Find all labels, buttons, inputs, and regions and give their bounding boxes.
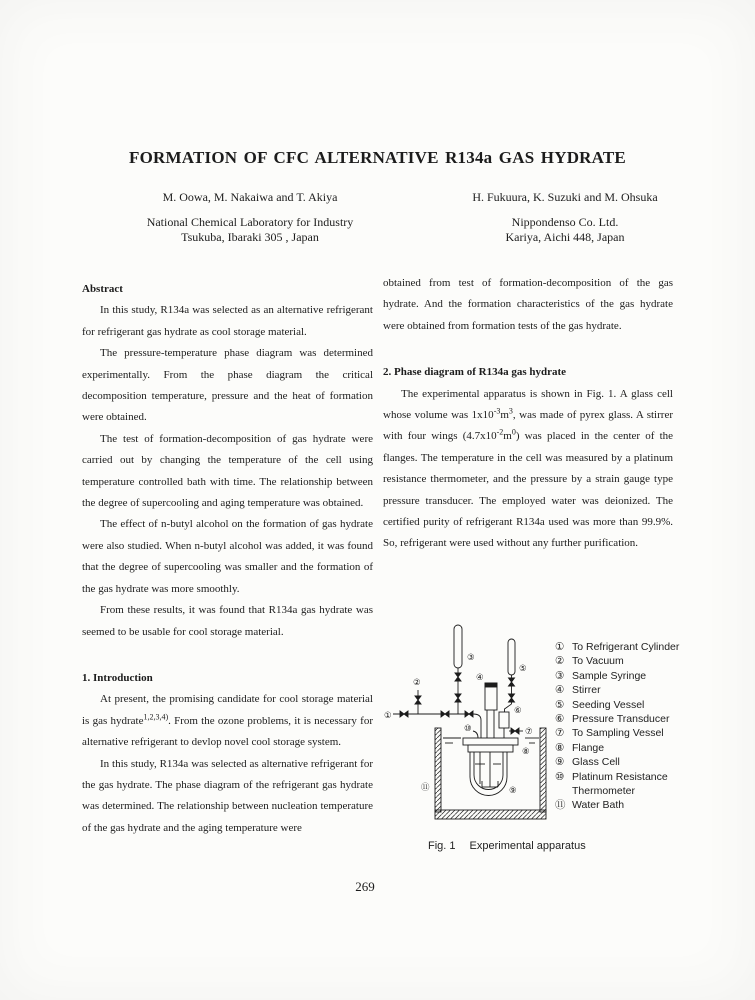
- legend-label: Sample Syringe: [572, 669, 647, 682]
- legend-label: Water Bath: [572, 799, 625, 812]
- section2-paragraph: The experimental apparatus is shown in Fig. 1. A glass cell whose volume was $1x10^{-3}m^3$, was made of pyrex glass. A stirrer with four wings $(4.7x10^{-2}m^0)$ was placed in the center of the flanges. The temperature in the cell was measured by a platinum resistance thermometer, and the pressure by a strain gauge type pressure transducer. The employed water was deionized. The certified purity of refrigerant R134a used was more than 99.9%. So, refrigerant were used without any further purification.: [383, 387, 674, 550]
- abstract-paragraph: The test of formation-decomposition of gas hydrate were carried out by changing the temperature of the cell using temperature controlled bath with time. The relationship between the degree of supercooling and aging temperature was obtained.: [82, 432, 373, 510]
- legend-label: Seeding Vessel: [572, 698, 645, 711]
- legend-number: ④: [555, 684, 565, 697]
- seeding-vessel: [505, 639, 516, 712]
- legend-label: Platinum Resistance Thermometer: [572, 770, 668, 798]
- figure-caption-text: Experimental apparatus: [469, 840, 586, 852]
- legend-item: [555, 741, 693, 755]
- legend-number: ②: [555, 655, 565, 668]
- legend-number: ①: [555, 641, 565, 653]
- legend-label: To Sampling Vessel: [572, 727, 664, 740]
- diagram-label-11: ⑪: [421, 783, 430, 793]
- legend-number: ⑪: [555, 799, 566, 812]
- flange: [463, 738, 518, 752]
- legend-item: [555, 770, 693, 799]
- legend-label: Flange: [572, 741, 605, 754]
- figure-1: [383, 612, 695, 870]
- diagram-label-5: ⑤: [519, 664, 527, 674]
- sample-syringe: [454, 625, 462, 714]
- affiliation-line: Kariya, Aichi 448, Japan: [505, 230, 625, 244]
- legend-label: To Refrigerant Cylinder: [572, 641, 680, 653]
- diagram-label-4: ④: [476, 673, 484, 683]
- stirrer-shaft: [482, 752, 498, 787]
- author-names: M. Oowa, M. Nakaiwa and T. Akiya: [162, 190, 338, 204]
- legend-label: Pressure Transducer: [572, 713, 670, 726]
- legend-item: [555, 712, 693, 726]
- legend-number: ⑤: [555, 698, 565, 711]
- author-block-right: [420, 190, 710, 245]
- diagram-label-1: ①: [384, 711, 392, 721]
- diagram-label-3: ③: [467, 653, 475, 663]
- abstract-paragraph: From these results, it was found that R134a gas hydrate was seemed to be usable for cool storage material.: [82, 604, 373, 638]
- page-number: 269: [355, 879, 375, 894]
- diagram-label-6: ⑥: [514, 706, 522, 716]
- legend-number: ⑦: [555, 727, 565, 740]
- sampling-line: [509, 728, 523, 734]
- diagram-label-7: ⑦: [525, 727, 533, 737]
- abstract-heading: Abstract: [82, 283, 123, 295]
- legend-item: [555, 669, 693, 683]
- legend-item: [555, 640, 693, 654]
- introduction-paragraph: At present, the promising candidate for cool storage material is gas hydrate$^{1,2,3,4)}$. From the ozone problems, it is necessary for alternative refrigerant to devlop novel cool storage system.: [82, 693, 373, 749]
- legend-label: Stirrer: [572, 684, 601, 697]
- legend-number: ⑩: [555, 770, 565, 783]
- legend-item: [555, 654, 693, 668]
- continuation-paragraph: obtained from test of formation-decomposition of the gas hydrate. And the formation characteristics of the gas hydrate were obtained from formation tests of the gas hydrate.: [383, 277, 673, 332]
- stirrer-motor: [485, 683, 497, 738]
- affiliation-line: Nippondenso Co. Ltd.: [511, 215, 619, 229]
- author-block-left: [90, 190, 410, 245]
- diagram-label-8: ⑧: [522, 747, 530, 757]
- legend-item: [555, 798, 693, 812]
- legend-number: ③: [555, 669, 565, 682]
- legend-number: ⑥: [555, 713, 565, 726]
- abstract-paragraph: The pressure-temperature phase diagram was determined experimentally. From the phase diagram the critical decomposition temperature, pressure and the heat of formation were obtained.: [82, 347, 373, 424]
- diagram-label-10: ⑩: [464, 724, 472, 734]
- diagram-label-9: ⑨: [509, 786, 517, 796]
- figure-caption: [428, 840, 586, 852]
- figure-legend: [555, 640, 693, 813]
- abstract-paragraph: In this study, R134a was selected as an alternative refrigerant for refrigerant gas hydrate as cool storage material.: [82, 304, 373, 338]
- introduction-heading: 1. Introduction: [82, 671, 153, 684]
- affiliation-line: National Chemical Laboratory for Industry: [146, 215, 354, 229]
- legend-label: To Vacuum: [572, 655, 624, 668]
- experimental-apparatus-diagram: [383, 612, 553, 830]
- section2-heading: 2. Phase diagram of R134a gas hydrate: [383, 366, 567, 379]
- legend-item: [555, 755, 693, 769]
- figure-caption-label: Fig. 1: [428, 840, 456, 852]
- legend-label: Glass Cell: [572, 756, 620, 769]
- right-column: [383, 273, 673, 555]
- legend-number: ⑧: [555, 741, 565, 754]
- pressure-transducer: [499, 712, 509, 738]
- legend-number: ⑨: [555, 756, 565, 769]
- glass-cell: [470, 752, 507, 796]
- legend-item: [555, 683, 693, 697]
- left-column: [82, 279, 373, 839]
- legend-item: [555, 726, 693, 740]
- author-names: H. Fukuura, K. Suzuki and M. Ohsuka: [472, 190, 658, 204]
- introduction-paragraph: In this study, R134a was selected as alternative refrigerant for the gas hydrate. The phase diagram of the refrigerant gas hydrate was determined. The relationship between nucleation temperature of the gas hydrate and the aging temperature were: [82, 757, 373, 834]
- paper-title: FORMATION OF CFC ALTERNATIVE R134a GAS HYDRATE: [129, 148, 626, 167]
- legend-item: [555, 698, 693, 712]
- diagram-label-2: ②: [413, 678, 421, 688]
- affiliation-line: Tsukuba, Ibaraki 305 , Japan: [181, 230, 319, 244]
- vacuum-branch: [415, 690, 421, 714]
- abstract-paragraph: The effect of n-butyl alcohol on the formation of gas hydrate were also studied. When n-butyl alcohol was added, it was found that the degree of supercooling was smaller and the formation of the gas hydrate was more smoothly.: [82, 518, 373, 595]
